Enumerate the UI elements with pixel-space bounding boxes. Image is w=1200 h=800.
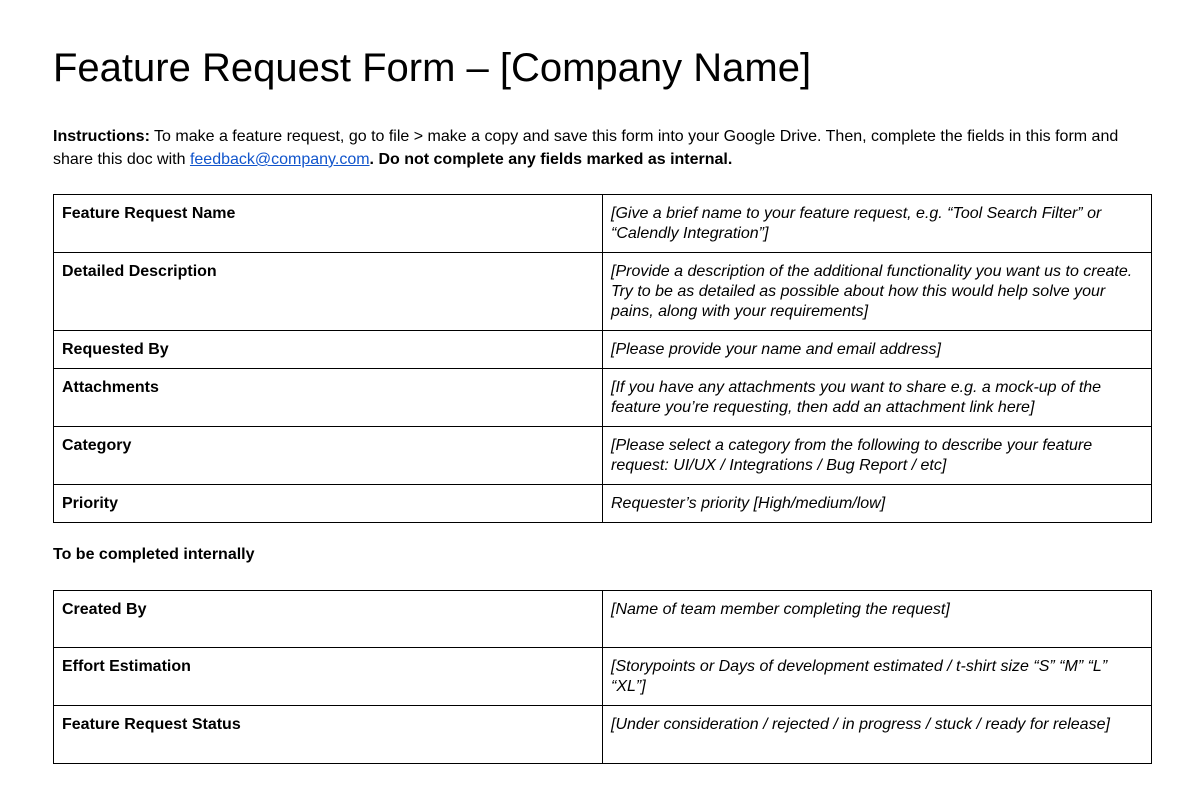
row-label-created-by: Created By [54,591,603,648]
row-label-attachments: Attachments [54,369,603,427]
table-row [54,369,1152,427]
table-row [54,485,1152,523]
field-feature-request-status[interactable]: [Under consideration / rejected / in progress / stuck / ready for release] [603,706,1152,764]
instructions-text: To make a feature request, go to file > make a copy and save this form into your Google Drive. Then, complete the fields in this form and share this doc with [53,128,1119,168]
table-row [54,591,1152,648]
table-row [54,253,1152,331]
feedback-email-link[interactable]: feedback@company.com [189,151,370,168]
field-requested-by[interactable]: [Please provide your name and email address] [603,331,1152,369]
table-row [54,331,1152,369]
field-feature-request-name[interactable]: [Give a brief name to your feature request, e.g. “Tool Search Filter” or “Calendly Integration”] [603,195,1152,253]
feature-request-table [53,194,1152,523]
field-priority[interactable]: Requester’s priority [High/medium/low] [603,485,1152,523]
row-label-feature-request-status: Feature Request Status [54,706,603,764]
row-label-requested-by: Requested By [54,331,603,369]
instructions-label: Instructions: [53,128,150,145]
row-label-feature-request-name: Feature Request Name [54,195,603,253]
row-label-category: Category [54,427,603,485]
table-row [54,195,1152,253]
field-created-by[interactable]: [Name of team member completing the request] [603,591,1152,648]
table-row [54,648,1152,706]
internal-table [53,590,1152,764]
row-label-priority: Priority [54,485,603,523]
field-category[interactable]: [Please select a category from the following to describe your feature request: UI/UX / Integrations / Bug Report / etc] [603,427,1152,485]
instructions-paragraph [53,125,1151,171]
row-label-effort-estimation: Effort Estimation [54,648,603,706]
field-effort-estimation[interactable]: [Storypoints or Days of development estimated / t-shirt size “S” “M” “L” “XL”] [603,648,1152,706]
page-title: Feature Request Form – [Company Name] [53,46,812,90]
internal-section-heading: To be completed internally [53,546,255,563]
row-label-detailed-description: Detailed Description [54,253,603,331]
instructions-internal-note: . Do not complete any fields marked as internal. [369,151,733,168]
table-row [54,706,1152,764]
field-attachments[interactable]: [If you have any attachments you want to share e.g. a mock-up of the feature you’re requesting, then add an attachment link here] [603,369,1152,427]
field-detailed-description[interactable]: [Provide a description of the additional functionality you want us to create. Try to be as detailed as possible about how this would help solve your pains, along with your requirements] [603,253,1152,331]
table-row [54,427,1152,485]
